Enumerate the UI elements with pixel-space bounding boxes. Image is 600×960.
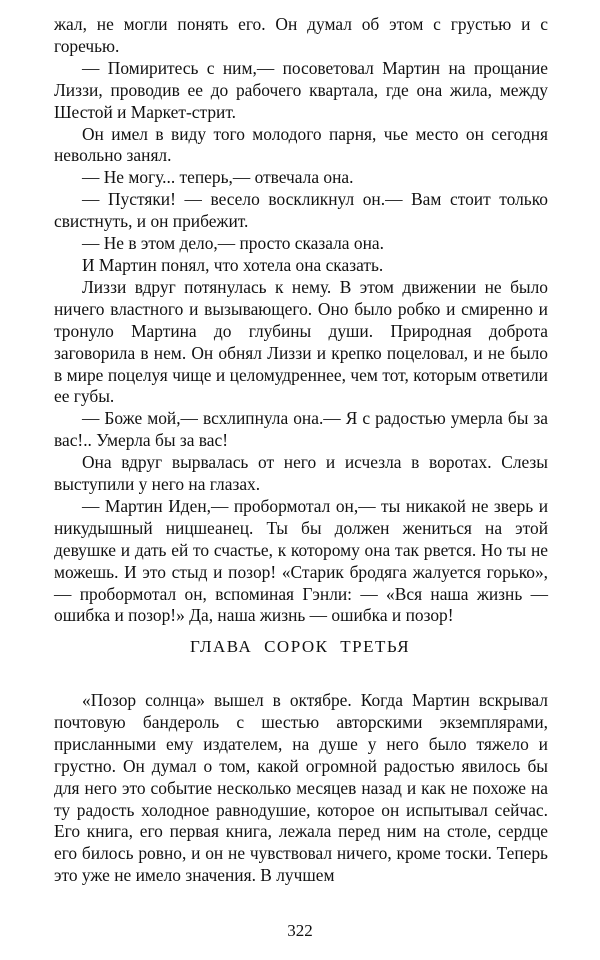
paragraph: — Мартин Иден,— пробормотал он,— ты никакой не зверь и никудышный ницшеанец. Ты бы должен жениться на этой девушке и дать ей то счастье, к которому она так рвется. Но ты не можешь. И это стыд и позор! «Старик бродяга жалуется горько»,— пробормотал он, вспоминая Гэнли: — «Вся наша жизнь — ошибка и позор!» Да, наша жизнь — ошибка и позор! [54,495,548,626]
paragraph: — Помиритесь с ним,— посоветовал Мартин на прощание Лиззи, проводив ее до рабочего квартала, где она жила, между Шестой и Маркет-стрит. [54,57,548,122]
chapter-title: ГЛАВА СОРОК ТРЕТЬЯ [189,637,411,656]
paragraph: жал, не могли понять его. Он думал об этом с грустью и с горечью. [54,14,548,56]
paragraph: — Не в этом дело,— просто сказала она. [82,233,384,254]
paragraph: Она вдруг вырвалась от него и исчезла в воротах. Слезы выступили у него на глазах. [54,452,548,495]
paragraph: Лиззи вдруг потянулась к нему. В этом движении не было ничего властного и вызывающего. Оно было робко и смиренно и тронуло Мартина до глубины души. Природная доброта заговорила в нем. Он обнял Лиззи и крепко поцеловал, и не было в мире поцелуя чище и целомудреннее, чем тот, которым ответили ее губы. [54,276,548,407]
paragraph: Он имел в виду того молодого парня, чье место он сегодня невольно занял. [54,123,548,166]
chapter-body [54,690,548,887]
paragraph: И Мартин понял, что хотела она сказать. [82,254,384,275]
paragraph: — Пустяки! — весело воскликнул он.— Вам стоит только свистнуть, и он прибежит. [54,189,548,232]
chapter-paragraph: «Позор солнца» вышел в октябре. Когда Мартин вскрывал почтовую бандероль с шестью авторскими экземплярами, присланными ему издателем, на душе у него было тяжело и грустно. Он думал о том, какой огромной радостью явилось бы для него это событие несколько месяцев назад и как не похоже на ту радость холодное равнодушие, которое он испытывал сейчас. Его книга, его первая книга, лежала перед ним на столе, сердце его билось ровно, и он не чувствовал ничего, кроме тоски. Теперь это уже не имело значения. В лучшем [54,690,548,886]
paragraph: — Не могу... теперь,— отвечала она. [82,167,354,188]
page-number: 322 [287,921,313,940]
paragraph: — Боже мой,— всхлипнула она.— Я с радостью умерла бы за вас!.. Умерла бы за вас! [54,408,548,451]
page-body [54,14,548,627]
